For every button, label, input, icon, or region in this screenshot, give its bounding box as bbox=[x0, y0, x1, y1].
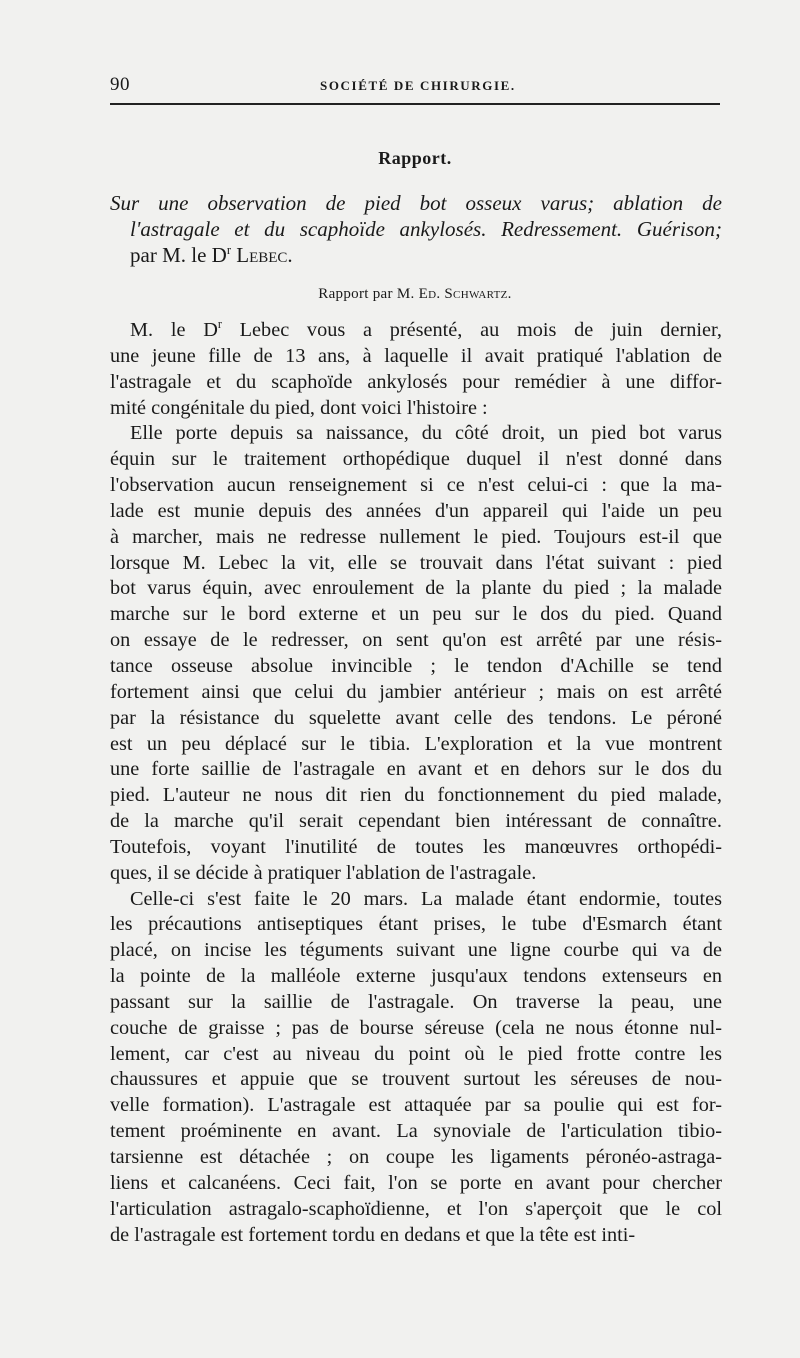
text-line: velle formation). L'astragale est attaquée par sa poulie qui est for- bbox=[110, 1094, 722, 1117]
header-rule bbox=[110, 103, 720, 105]
text-line: tance osseuse absolue invincible ; le tendon d'Achille se tend bbox=[110, 654, 722, 677]
text-line: lade est munie depuis des années d'un appareil qui l'aide un peu bbox=[110, 499, 722, 522]
text-line: placé, on incise les téguments suivant une ligne courbe qui va de bbox=[110, 939, 722, 962]
text-line: l'astragale et du scaphoïde ankylosés pour remédier à une diffor- bbox=[110, 370, 722, 393]
report-title-line-2: l'astragale et du scaphoïde ankylosés. Redressement. Guérison; bbox=[130, 217, 722, 241]
author-name: Lebec. bbox=[236, 243, 293, 267]
text-line: chaussures et appuie que se trouvent surtout les séreuses de nou- bbox=[110, 1068, 722, 1091]
text-line: fortement ainsi que celui du jambier antérieur ; mais on est arrêté bbox=[110, 680, 722, 703]
text-line bbox=[110, 318, 722, 344]
byline-prefix: Rapport par M. bbox=[318, 286, 419, 302]
text-line: une jeune fille de 13 ans, à laquelle il avait pratiqué l'ablation de bbox=[110, 344, 722, 367]
text-line: équin sur le traitement orthopédique duquel il n'est donné dans bbox=[110, 448, 722, 471]
text-line: Toutefois, voyant l'inutilité de toutes les manœuvres orthopédi- bbox=[110, 835, 722, 858]
text-line: l'articulation astragalo-scaphoïdienne, et l'on s'aperçoit que le col bbox=[110, 1197, 722, 1220]
body-text bbox=[110, 318, 722, 1248]
text-line: marche sur le bord externe et un peu sur le dos du pied. Quand bbox=[110, 603, 722, 626]
author-title-sup: r bbox=[226, 243, 232, 257]
line-superscript: r bbox=[217, 317, 222, 332]
paragraph bbox=[110, 887, 722, 1249]
text-line: par la résistance du squelette avant celle des tendons. Le péroné bbox=[110, 706, 722, 729]
report-title bbox=[110, 190, 722, 268]
page-header bbox=[110, 70, 720, 100]
text-line: mité congénitale du pied, dont voici l'histoire : bbox=[110, 396, 488, 419]
text-line: l'observation aucun renseignement si ce n'est celui-ci : que la ma- bbox=[110, 474, 722, 497]
section-title: Rapport. bbox=[378, 148, 452, 168]
text-line: la pointe de la malléole externe jusqu'aux tendons extenseurs en bbox=[110, 965, 722, 988]
line-part: Lebec vous a présenté, au mois de juin dernier, bbox=[221, 319, 722, 341]
text-line: lement, car c'est au niveau du point où le pied frotte contre les bbox=[110, 1042, 722, 1065]
page-number: 90 bbox=[110, 74, 130, 95]
byline-name: Ed. Schwartz. bbox=[418, 286, 512, 302]
text-line: de l'astragale est fortement tordu en dedans et que la tête est inti- bbox=[110, 1223, 636, 1246]
text-line: passant sur la saillie de l'astragale. On traverse la peau, une bbox=[110, 990, 722, 1013]
text-line: de la marche qu'il serait cependant bien intéressant de connaître. bbox=[110, 810, 722, 833]
text-line: Celle-ci s'est faite le 20 mars. La malade étant endormie, toutes bbox=[130, 887, 722, 910]
text-line: est un peu déplacé sur le tibia. L'exploration et la vue montrent bbox=[110, 732, 722, 755]
text-line: tement proéminente en avant. La synoviale de l'articulation tibio- bbox=[110, 1120, 722, 1143]
text-line: lorsque M. Lebec la vit, elle se trouvait dans l'état suivant : pied bbox=[110, 551, 722, 574]
text-line: bot varus équin, avec enroulement de la plante du pied ; la malade bbox=[110, 577, 722, 600]
text-line: à marcher, mais ne redresse nullement le pied. Toujours est-il que bbox=[110, 525, 722, 548]
text-line: ques, il se décide à pratiquer l'ablation de l'astragale. bbox=[110, 861, 537, 884]
line-part: M. le D bbox=[130, 319, 218, 341]
text-line: pied. L'auteur ne nous dit rien du fonctionnement du pied malade, bbox=[110, 784, 722, 807]
running-head: SOCIÉTÉ DE CHIRURGIE. bbox=[320, 78, 516, 93]
author-prefix: par M. le D bbox=[130, 243, 227, 267]
text-line: tarsienne est détachée ; on coupe les ligaments péronéo-astraga- bbox=[110, 1146, 722, 1168]
report-title-line-1: Sur une observation de pied bot osseux varus; ablation de bbox=[110, 191, 722, 215]
text-line: couche de graisse ; pas de bourse séreuse (cela ne nous étonne nul- bbox=[110, 1016, 722, 1039]
report-byline bbox=[110, 286, 720, 303]
text-line: Elle porte depuis sa naissance, du côté droit, un pied bot varus bbox=[130, 422, 722, 445]
text-line: liens et calcanéens. Ceci fait, l'on se porte en avant pour chercher bbox=[110, 1171, 722, 1194]
paragraph bbox=[110, 318, 722, 421]
paragraph bbox=[110, 421, 722, 886]
report-title-author bbox=[110, 242, 722, 268]
text-line: les précautions antiseptiques étant prises, le tube d'Esmarch étant bbox=[110, 913, 722, 936]
text-line: une forte saillie de l'astragale en avant et en dehors sur le dos du bbox=[110, 758, 722, 781]
text-line: on essaye de le redresser, on sent qu'on est arrêté par une résis- bbox=[110, 629, 722, 652]
